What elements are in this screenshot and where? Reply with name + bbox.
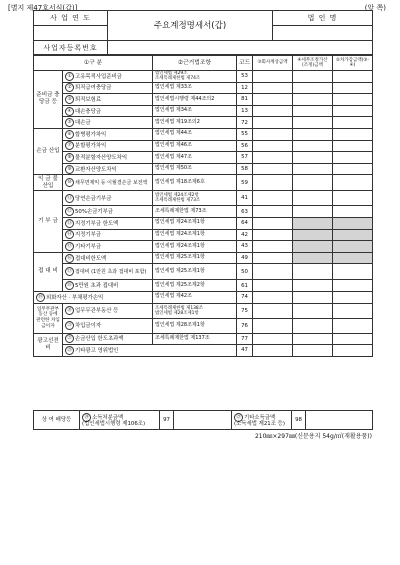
row-label: ⑥ 합병평가차익: [63, 128, 153, 140]
group-nonbusiness-interest: 업무무관부동산 등에 관련한 차입금이자: [34, 303, 63, 333]
row-law: 법인세법 제47조: [153, 152, 237, 164]
col-header-law: ②근거법조항: [153, 55, 237, 71]
row-law: 조세특례제한법 제137조: [153, 333, 237, 345]
row-code: 43: [237, 241, 253, 253]
row-code: 57: [237, 152, 253, 164]
row-tax-adjust[interactable]: [293, 128, 333, 140]
row-law: 법인세법 제44조: [153, 128, 237, 140]
row-company-amount[interactable]: [253, 217, 293, 229]
row-tax-adjust[interactable]: [293, 291, 333, 303]
row-law: 법인세법 제24조제2항 조세특례제한법 제73조: [153, 191, 237, 206]
row-law: 조세특례제한법 제138조 법인세법 제28조제1항: [153, 303, 237, 318]
row-company-amount[interactable]: [253, 94, 293, 106]
row-company-amount[interactable]: [253, 252, 293, 264]
header-table: [33, 10, 373, 56]
reg-no-label: 사업자등록번호: [34, 41, 108, 56]
business-year-value[interactable]: [34, 26, 108, 41]
row-tax-adjust[interactable]: [293, 280, 333, 292]
group-reserve: 준비금 충당금 등: [34, 71, 63, 129]
group-advertising: 광고선전비: [34, 333, 63, 356]
row-label: ② 퇴직급여충당금: [63, 82, 153, 94]
row-label: ⑩ 채무면제익 등 이월결손금 보전액: [63, 175, 153, 191]
row-law: 조세특례제한법 제73조: [153, 206, 237, 218]
row-code: 77: [237, 333, 253, 345]
row-law: 법인세법 제33조: [153, 82, 237, 94]
row-code: 59: [237, 175, 253, 191]
row-code: 53: [237, 71, 253, 83]
row-code: 55: [237, 128, 253, 140]
row-label: ⑯ 접대비한도액: [63, 252, 153, 264]
other-income-code: 98: [292, 411, 306, 430]
bottom-table: [33, 410, 373, 430]
row-law: 법인세법 제24조제1항: [153, 241, 237, 253]
row-code: 72: [237, 117, 253, 129]
row-code: 50: [237, 264, 253, 280]
group-entertainment: 접 대 비: [34, 252, 63, 291]
row-code: 56: [237, 140, 253, 152]
row-net: [333, 252, 373, 264]
row-code: 49: [237, 252, 253, 264]
col-header-category: ①구 분: [34, 55, 153, 71]
row-net: [333, 229, 373, 241]
row-tax-adjust[interactable]: [293, 206, 333, 218]
row-code: 74: [237, 291, 253, 303]
row-company-amount[interactable]: [253, 303, 293, 318]
row-law: 법인세법 제25조제2항: [153, 280, 237, 292]
row-law: 법인세법 제19조의2: [153, 117, 237, 129]
row-tax-adjust[interactable]: [293, 163, 333, 175]
corp-name-value[interactable]: [273, 26, 373, 41]
row-net[interactable]: [333, 206, 373, 218]
account-table: [33, 54, 373, 357]
row-company-amount[interactable]: [253, 206, 293, 218]
row-code: 13: [237, 105, 253, 117]
row-company-amount[interactable]: [253, 82, 293, 94]
row-law: 법인세법 제28조제1항: [153, 318, 237, 333]
row-tax-adjust[interactable]: [293, 345, 333, 357]
row-law: 법인세법 제25조제1항: [153, 252, 237, 264]
row-label: ⑱ 5만원 초과 접대비: [63, 280, 153, 292]
row-label: ⑮ 기타기부금: [63, 241, 153, 253]
form-number: [별지 제47호서식(갑)]: [8, 4, 78, 12]
row-label: ⑦ 분할평가차익: [63, 140, 153, 152]
row-label: ⑳ 업무무관부동산 등: [63, 303, 153, 318]
row-tax-adjust[interactable]: [293, 94, 333, 106]
row-company-amount[interactable]: [253, 191, 293, 206]
row-company-amount[interactable]: [253, 241, 293, 253]
page-side: (앞 쪽): [364, 4, 386, 12]
row-tax-adjust[interactable]: [293, 140, 333, 152]
row-label: ⑰ 접대비 (1만원 초과 접대비 포함): [63, 264, 153, 280]
row-tax-adjust: [293, 241, 333, 253]
row-company-amount[interactable]: [253, 71, 293, 83]
row-company-amount[interactable]: [253, 318, 293, 333]
row-label: ⑲ 외화자산 · 부채평가손익: [34, 291, 153, 303]
row-company-amount[interactable]: [253, 264, 293, 280]
row-net[interactable]: [333, 345, 373, 357]
row-tax-adjust[interactable]: [293, 71, 333, 83]
row-code: 12: [237, 82, 253, 94]
group-gain: 익 금 불산입: [34, 175, 63, 191]
row-code: 64: [237, 217, 253, 229]
bonus-dividend-label: 상 여 배당등: [34, 411, 80, 430]
row-label: ⑪ 당연손금기부금: [63, 191, 153, 206]
row-law: 법인세법 제34조: [153, 105, 237, 117]
row-code: 63: [237, 206, 253, 218]
row-tax-adjust[interactable]: [293, 318, 333, 333]
row-company-amount[interactable]: [253, 333, 293, 345]
row-company-amount[interactable]: [253, 152, 293, 164]
other-income-amount[interactable]: [306, 411, 373, 430]
row-label: ⑫ 50%손금기부금: [63, 206, 153, 218]
group-loss: 손금 산입: [34, 128, 63, 174]
row-law: 법인세법 제24조제1항: [153, 229, 237, 241]
row-law: 법인세법 제29조 조세특례제한법 제74조: [153, 71, 237, 83]
row-net[interactable]: [333, 128, 373, 140]
row-tax-adjust: [293, 252, 333, 264]
business-year-label: 사 업 연 도: [34, 11, 108, 26]
row-label: ⑤ 대손금: [63, 117, 153, 129]
row-code: 75: [237, 303, 253, 318]
row-company-amount[interactable]: [253, 105, 293, 117]
row-company-amount[interactable]: [253, 128, 293, 140]
row-company-amount[interactable]: [253, 345, 293, 357]
row-tax-adjust[interactable]: [293, 175, 333, 191]
row-company-amount[interactable]: [253, 175, 293, 191]
row-tax-adjust[interactable]: [293, 105, 333, 117]
row-tax-adjust[interactable]: [293, 264, 333, 280]
form-title: 주요계정명세서(갑): [108, 11, 273, 41]
row-label: ④ 대손충당금: [63, 105, 153, 117]
group-donation: 기 부 금: [34, 191, 63, 252]
col-header-code: 코드: [237, 55, 253, 71]
col-header-company-amount: ③회사계상금액: [253, 55, 293, 71]
row-tax-adjust[interactable]: [293, 303, 333, 318]
row-law: 법인세법 제24조제1항: [153, 217, 237, 229]
row-net[interactable]: [333, 71, 373, 83]
row-net[interactable]: [333, 303, 373, 318]
row-company-amount[interactable]: [253, 117, 293, 129]
row-company-amount[interactable]: [253, 291, 293, 303]
row-net[interactable]: [333, 140, 373, 152]
row-net: [333, 241, 373, 253]
row-label: ⑧ 물적분할자산양도차익: [63, 152, 153, 164]
income-disposal-amount[interactable]: [174, 411, 232, 430]
row-net[interactable]: [333, 318, 373, 333]
row-law: 법인세법 제42조: [153, 291, 237, 303]
paper-spec-footnote: 210㎜×297㎜(신문용지 54g/㎡(재활용품)): [254, 433, 372, 440]
row-net: [333, 217, 373, 229]
col-header-net: ⑤차가감금액(③-④): [333, 55, 373, 71]
other-income-label: ㉕ 기타소득금액 (소득세법 제21조 등): [232, 411, 292, 430]
row-label: ⑬ 지정기부금 한도액: [63, 217, 153, 229]
row-label: ⑨ 교환자산양도차익: [63, 163, 153, 175]
row-net[interactable]: [333, 175, 373, 191]
row-code: 47: [237, 345, 253, 357]
row-net[interactable]: [333, 105, 373, 117]
row-net[interactable]: [333, 82, 373, 94]
row-label: ㉒ 손금산입 한도초과액: [63, 333, 153, 345]
row-net[interactable]: [333, 264, 373, 280]
row-net[interactable]: [333, 333, 373, 345]
row-code: 61: [237, 280, 253, 292]
row-code: 41: [237, 191, 253, 206]
row-code: 58: [237, 163, 253, 175]
row-net[interactable]: [333, 291, 373, 303]
row-company-amount[interactable]: [253, 280, 293, 292]
col-header-tax-adjust: ④세무조정가산(조정)금액: [293, 55, 333, 71]
row-code: 76: [237, 318, 253, 333]
row-tax-adjust[interactable]: [293, 191, 333, 206]
row-label: ① 고유목적사업준비금: [63, 71, 153, 83]
row-net[interactable]: [333, 117, 373, 129]
row-company-amount[interactable]: [253, 229, 293, 241]
row-law: 법인세법시행령 제44조의2: [153, 94, 237, 106]
row-label: ③ 퇴직보험료: [63, 94, 153, 106]
row-law: 법인세법 제18조제6호: [153, 175, 237, 191]
row-law: 법인세법 제46조: [153, 140, 237, 152]
row-tax-adjust[interactable]: [293, 152, 333, 164]
row-code: 81: [237, 94, 253, 106]
row-company-amount[interactable]: [253, 163, 293, 175]
row-tax-adjust[interactable]: [293, 117, 333, 129]
row-law: 법인세법 제25조제1항: [153, 264, 237, 280]
row-net[interactable]: [333, 191, 373, 206]
corp-name-label: 법 인 명: [273, 11, 373, 26]
row-label: ⑭ 지정기부금: [63, 229, 153, 241]
row-net[interactable]: [333, 94, 373, 106]
row-tax-adjust: [293, 229, 333, 241]
income-disposal-code: 97: [160, 411, 174, 430]
row-law: 법인세법 제50조: [153, 163, 237, 175]
row-tax-adjust[interactable]: [293, 82, 333, 94]
row-tax-adjust[interactable]: [293, 333, 333, 345]
row-company-amount[interactable]: [253, 140, 293, 152]
row-net[interactable]: [333, 280, 373, 292]
row-net[interactable]: [333, 163, 373, 175]
row-label: ㉑ 차입금이자: [63, 318, 153, 333]
income-disposal-label: ㉔ 소득처분금액 (법인세법시행령 제106조): [80, 411, 160, 430]
row-tax-adjust: [293, 217, 333, 229]
row-code: 42: [237, 229, 253, 241]
row-label: ㉓ 기타광고 영위법인: [63, 345, 237, 357]
row-net[interactable]: [333, 152, 373, 164]
